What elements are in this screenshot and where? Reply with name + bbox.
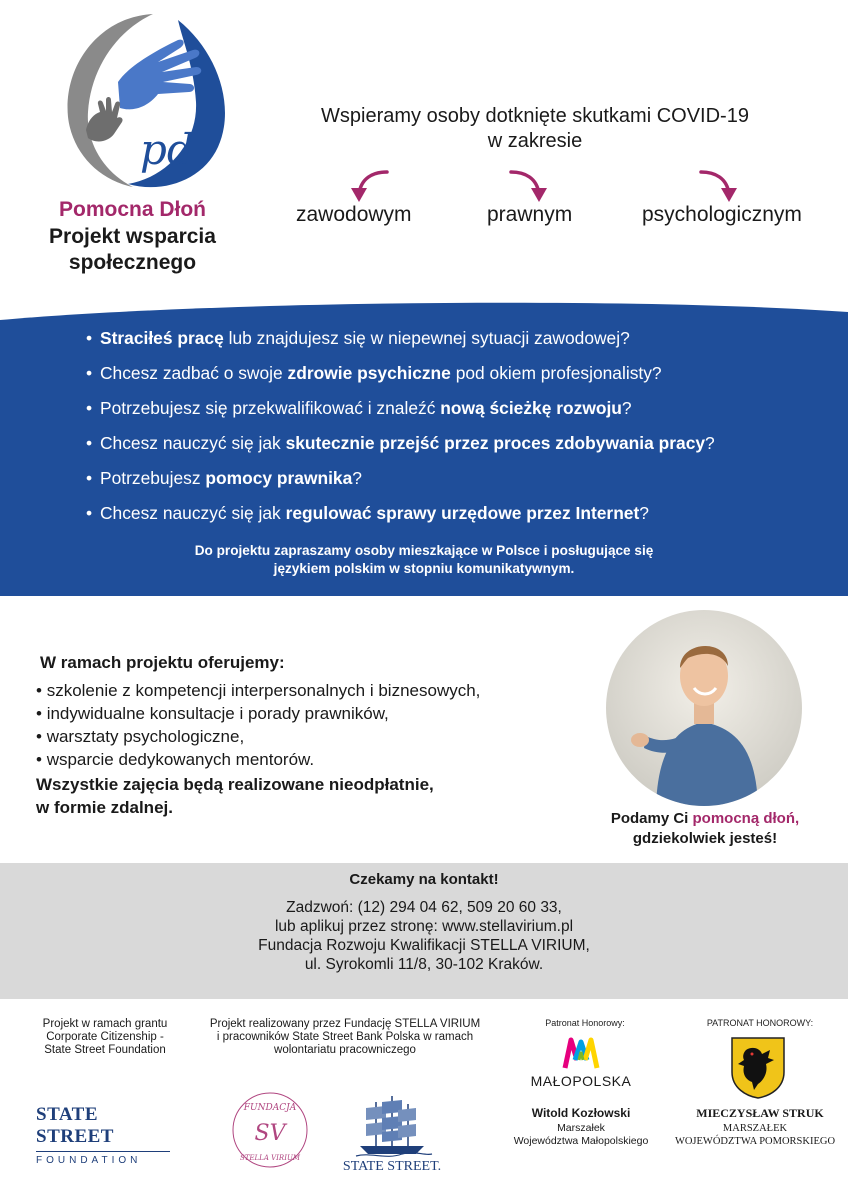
patron1-name: Witold Kozłowski [531,1106,631,1120]
questions-list [86,326,715,536]
caption-line2: gdziekolwiek jesteś! [632,830,778,847]
photo-caption [585,809,825,849]
patron2-role: MARSZAŁEK WOJEWÓDZTWA POMORSKIEGO [674,1123,836,1147]
question-item: • Straciłeś pracę lub znajdujesz się w niepewnej sytuacji zawodowej? [86,328,630,348]
offer-item: • indywidualne konsultacje i porady prawników, [36,704,389,723]
stella-logo-top: FUNDACJA [243,1103,297,1113]
offer-note-line2: w formie zdalnej. [36,798,173,817]
invite-line1: Do projektu zapraszamy osoby mieszkające w Polsce i posługujące się [194,543,654,558]
logo-monogram: pd [140,125,194,174]
stella-logo-monogram: SV [254,1121,286,1146]
patron1-heading: Patronat Honorowy: [545,1018,625,1028]
stella-logo-bottom: STELLA VIRIUM [239,1154,301,1162]
question-item: • Chcesz nauczyć się jak skutecznie przejść przez proces zdobywania pracy? [86,433,715,453]
question-item: • Potrzebujesz pomocy prawnika? [86,468,362,488]
pomorskie-coat-of-arms-icon [730,1036,786,1100]
headline [280,104,790,154]
state-street-foundation-logo: STATE STREET FOUNDATION [36,1104,170,1166]
area-prawny: prawnym [487,203,573,226]
contact-details [0,898,848,974]
offer-item: • szkolenie z kompetencji interpersonalnych i biznesowych, [36,681,481,700]
question-item: • Chcesz nauczyć się jak regulować sprawy urzędowe przez Internet? [86,503,649,523]
pomocna-dlon-logo [58,12,228,192]
offer-item: • warsztaty psychologiczne, [36,727,245,746]
grant-info: Projekt w ramach grantu Corporate Citizenship - State Street Foundation [42,1018,168,1056]
contact-address: ul. Syrokomli 11/8, 30-102 Kraków. [304,956,544,973]
state-street-logo-text: STATE STREET. [342,1159,442,1174]
invite-line2: językiem polskim w stopniu komunikatywnym. [273,561,575,576]
questions-section [0,298,848,596]
contact-organization: Fundacja Rozwoju Kwalifikacji STELLA VIRIUM, [258,937,590,954]
brand-subtitle-line1: Projekt wsparcia [49,225,216,248]
offer-item: • wsparcie dedykowanych mentorów. [36,750,315,769]
malopolska-logo-icon [561,1036,601,1070]
contact-section [0,863,848,999]
contact-phone: Zadzwoń: (12) 294 04 62, 509 20 60 33, [286,899,562,916]
caption-accent: pomocną dłoń, [692,810,800,827]
question-item: • Potrzebujesz się przekwalifikować i znaleźć nową ścieżkę rozwoju? [86,398,632,418]
question-item: • Chcesz zadbać o swoje zdrowie psychiczne pod okiem profesjonalisty? [86,363,662,383]
area-zawodowy: zawodowym [296,203,412,226]
offer-title: W ramach projektu oferujemy: [40,653,285,672]
headline-line2: w zakresie [487,130,583,152]
invite-note [0,542,848,578]
state-street-logo [336,1090,448,1174]
man-offering-hand-photo [606,610,802,806]
realized-info: Projekt realizowany przez Fundację STELLA VIRIUM i pracowników State Street Bank Polska w ramach wolontariatu pracowniczego [209,1018,481,1056]
curved-arrow-right-icon [695,166,743,206]
brand-name: Pomocna Dłoń [58,198,206,221]
offer-note [36,773,434,819]
malopolska-logo-text: MAŁOPOLSKA [530,1073,632,1089]
brand-subtitle-line2: społecznego [68,251,197,274]
caption-line1: Podamy Ci pomocną dłoń, [610,810,800,827]
patron2-name: MIECZYSŁAW STRUK [696,1106,824,1120]
contact-website: lub aplikuj przez stronę: www.stellavirium.pl [274,918,574,935]
patron1-role: Marszałek Województwa Małopolskiego [513,1122,649,1147]
curved-arrow-right-icon [505,166,553,206]
offer-note-line1: Wszystkie zajęcia będą realizowane nieodpłatnie, [36,775,434,794]
area-psychologiczny: psychologicznym [642,203,802,226]
offer-list [36,679,480,771]
brand-subtitle [0,224,265,276]
stella-virium-logo [228,1088,312,1172]
curved-arrow-left-icon [345,166,393,206]
contact-title: Czekamy na kontakt! [349,871,499,888]
headline-line1: Wspieramy osoby dotknięte skutkami COVID-19 [321,105,749,127]
patron2-heading: PATRONAT HONOROWY: [706,1018,814,1028]
